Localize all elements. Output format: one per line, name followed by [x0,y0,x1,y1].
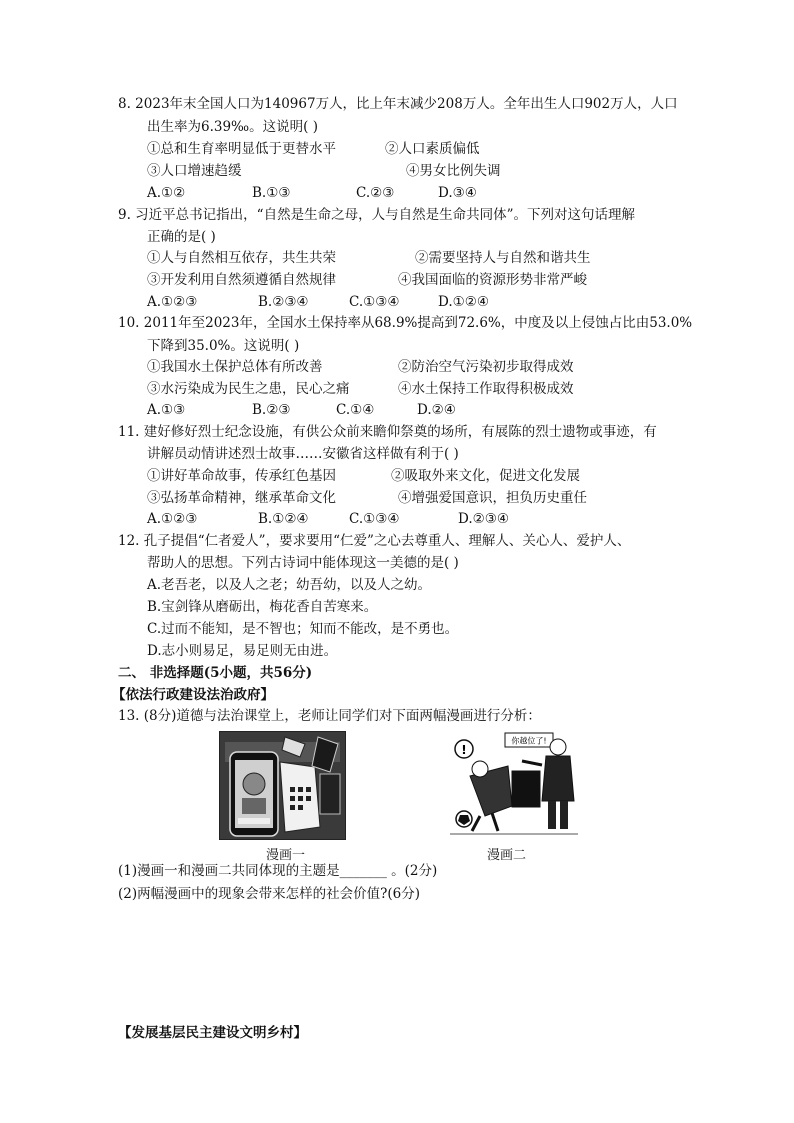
q12-option-b: B.宝剑锋从磨砺出，梅花香自苦寒来。 [147,599,378,615]
q11-choice-d: D.②③④ [458,511,509,527]
q12-option-a: A.老吾老，以及人之老；幼吾幼，以及人之幼。 [147,577,432,593]
q9-line2: 正确的是( ) [147,229,216,245]
q11-line2: 讲解员动情讲述烈士故事……安徽省这样做有利于( ) [147,446,459,462]
q9-choice-b: B.②③④ [258,294,309,310]
q8-item-1: ①总和生育率明显低于更替水平 [147,141,336,157]
q8-item-3: ③人口增速趋缓 [147,163,242,179]
q11-item-2: ②吸取外来文化，促进文化发展 [391,468,580,484]
q9-item-3: ③开发利用自然须遵循自然规律 [147,272,336,288]
q12-option-d: D.志小则易足，易足则无由进。 [147,643,338,659]
q10-item-1: ①我国水土保护总体有所改善 [147,359,323,375]
q10-item-2: ②防治空气污染初步取得成效 [398,359,574,375]
q10-choice-d: D.②④ [417,402,456,418]
q11-choice-c: C.①③④ [349,511,400,527]
q9-choice-c: C.①③④ [349,294,400,310]
topic-heading-2: 【发展基层民主建设文明乡村】 [118,1025,307,1041]
cartoon-one-drawing [220,732,345,839]
cartoon-two-drawing [450,731,578,836]
q8-line1: 8. 2023年末全国人口为140967万人，比上年末减少208万人。全年出生人口902万人，人口 [118,96,678,112]
q9-line1: 9. 习近平总书记指出，“自然是生命之母，人与自然是生命共同体”。下列对这句话理解 [118,207,635,223]
q11-choice-a: A.①②③ [147,511,198,527]
q8-choice-b: B.①③ [252,185,291,201]
q8-line2: 出生率为6.39‰。这说明( ) [147,119,318,135]
cartoon-two-image [450,731,578,836]
cartoon-one-image [219,731,346,840]
q10-choice-c: C.①④ [336,402,375,418]
q12-option-c: C.过而不能知，是不智也；知而不能改，是不勇也。 [147,621,459,637]
q8-choice-d: D.③④ [438,185,477,201]
exclamation-icon: ! [461,743,467,757]
q13-sub1: (1)漫画一和漫画二共同体现的主题是_______ 。(2分) [118,863,438,879]
bubble-text: 你越位了! [511,736,547,746]
q9-item-4: ④我国面临的资源形势非常严峻 [398,272,587,288]
q10-item-3: ③水污染成为民生之患，民心之痛 [147,381,350,397]
section-title: 二、 非选择题(5小题，共56分) [118,665,313,681]
q10-choice-b: B.②③ [252,402,291,418]
q9-item-2: ②需要坚持人与自然和谐共生 [415,250,591,266]
q9-choice-a: A.①②③ [147,294,198,310]
q11-item-1: ①讲好革命故事，传承红色基因 [147,468,336,484]
q11-item-4: ④增强爱国意识，担负历史重任 [398,490,587,506]
q8-choice-a: A.①② [147,185,186,201]
q9-choice-d: D.①②④ [438,294,489,310]
q10-line1: 10. 2011年至2023年，全国水土保持率从68.9%提高到72.6%，中度及以上侵蚀占比由53.0% [118,315,693,331]
q8-item-4: ④男女比例失调 [406,163,501,179]
q10-line2: 下降到35.0%。这说明( ) [147,338,300,354]
q11-line1: 11. 建好修好烈士纪念设施，有供公众前来瞻仰祭奠的场所，有展陈的烈士遗物或事迹，有 [118,424,657,440]
q13-sub2: (2)两幅漫画中的现象会带来怎样的社会价值?(6分) [118,886,420,902]
q9-item-1: ①人与自然相互依存，共生共荣 [147,250,336,266]
cartoon-one-caption: 漫画一 [266,848,306,863]
q8-item-2: ②人口素质偏低 [385,141,480,157]
q11-choice-b: B.①②④ [258,511,309,527]
cartoon-two-caption: 漫画二 [487,848,527,863]
topic-heading-1: 【依法行政建设法治政府】 [112,687,274,703]
q13-stem: 13. (8分)道德与法治课堂上，老师让同学们对下面两幅漫画进行分析： [118,708,541,724]
q10-item-4: ④水土保持工作取得积极成效 [398,381,574,397]
q11-item-3: ③弘扬革命精神，继承革命文化 [147,490,336,506]
q12-line1: 12. 孔子提倡“仁者爱人”，要求要用“仁爱”之心去尊重人、理解人、关心人、爱护人、 [118,533,631,549]
q10-choice-a: A.①③ [147,402,186,418]
q8-choice-c: C.②③ [356,185,395,201]
q12-line2: 帮助人的思想。下列古诗词中能体现这一美德的是( ) [147,555,459,571]
